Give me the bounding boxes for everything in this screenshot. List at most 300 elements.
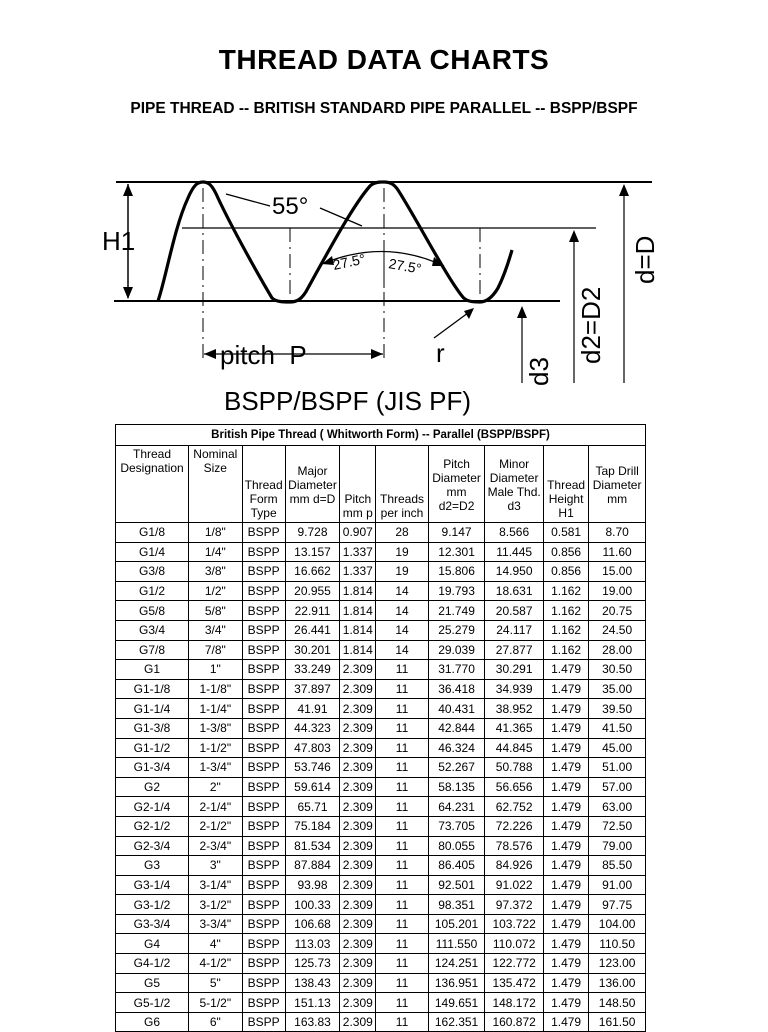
table-cell: 18.631 — [485, 581, 544, 601]
table-cell: 9.728 — [285, 523, 340, 543]
table-cell: 63.00 — [589, 797, 646, 817]
angle-total-label: 55° — [272, 193, 309, 220]
pitch-arrow-right — [371, 349, 383, 359]
table-cell: 1/4" — [189, 542, 243, 562]
table-cell: G4 — [116, 934, 189, 954]
table-cell: 20.75 — [589, 601, 646, 621]
page-title: THREAD DATA CHARTS — [218, 44, 550, 75]
table-cell: BSPP — [242, 542, 285, 562]
page-subtitle: PIPE THREAD -- BRITISH STANDARD PIPE PARALLEL -- BSPP/BSPF — [130, 100, 638, 117]
table-cell: 124.251 — [428, 954, 485, 974]
table-cell: 3-3/4" — [189, 914, 243, 934]
table-cell: 38.952 — [485, 699, 544, 719]
table-cell: G1 — [116, 660, 189, 680]
table-cell: 1.479 — [543, 758, 588, 778]
table-cell: 1.479 — [543, 973, 588, 993]
table-cell: 2.309 — [340, 914, 376, 934]
table-cell: 33.249 — [285, 660, 340, 680]
table-cell: 106.68 — [285, 914, 340, 934]
table-cell: 30.201 — [285, 640, 340, 660]
table-row — [116, 699, 646, 719]
table-cell: G3/4 — [116, 620, 189, 640]
table-cell: 1.479 — [543, 777, 588, 797]
table-cell: 28.00 — [589, 640, 646, 660]
table-cell: G2-1/4 — [116, 797, 189, 817]
table-cell: 110.072 — [485, 934, 544, 954]
table-cell: 40.431 — [428, 699, 485, 719]
table-cell: 2.309 — [340, 875, 376, 895]
table-cell: 1.814 — [340, 640, 376, 660]
table-caption: British Pipe Thread ( Whitworth Form) -- Parallel (BSPP/BSPF) — [116, 425, 646, 446]
table-cell: 2-3/4" — [189, 836, 243, 856]
table-cell: G5-1/2 — [116, 993, 189, 1013]
table-cell: BSPP — [242, 1012, 285, 1032]
table-cell: 15.00 — [589, 562, 646, 582]
angle-right-label: 27.5° — [387, 255, 423, 277]
table-cell: 105.201 — [428, 914, 485, 934]
table-cell: 1" — [189, 660, 243, 680]
table-cell: 19 — [376, 542, 428, 562]
table-cell: 8.70 — [589, 523, 646, 543]
table-cell: 41.91 — [285, 699, 340, 719]
table-cell: 1.814 — [340, 620, 376, 640]
table-cell: 64.231 — [428, 797, 485, 817]
table-cell: 1/8" — [189, 523, 243, 543]
table-cell: G1-3/8 — [116, 718, 189, 738]
table-cell: BSPP — [242, 738, 285, 758]
table-cell: 1.814 — [340, 581, 376, 601]
table-row — [116, 993, 646, 1013]
table-cell: 4-1/2" — [189, 954, 243, 974]
table-cell: 2.309 — [340, 856, 376, 876]
table-cell: 53.746 — [285, 758, 340, 778]
table-cell: 25.279 — [428, 620, 485, 640]
table-row — [116, 718, 646, 738]
table-cell: 163.83 — [285, 1012, 340, 1032]
table-cell: 97.372 — [485, 895, 544, 915]
table-cell: BSPP — [242, 973, 285, 993]
table-cell: 62.752 — [485, 797, 544, 817]
table-cell: 44.845 — [485, 738, 544, 758]
table-cell: BSPP — [242, 581, 285, 601]
table-cell: 14 — [376, 601, 428, 621]
table-cell: 35.00 — [589, 679, 646, 699]
table-cell: 20.587 — [485, 601, 544, 621]
table-cell: 2.309 — [340, 895, 376, 915]
table-cell: 161.50 — [589, 1012, 646, 1032]
table-cell: 57.00 — [589, 777, 646, 797]
table-cell: 1.162 — [543, 620, 588, 640]
table-cell: BSPP — [242, 620, 285, 640]
table-cell: 2.309 — [340, 954, 376, 974]
table-cell: BSPP — [242, 699, 285, 719]
table-cell: 1-1/8" — [189, 679, 243, 699]
table-row — [116, 1012, 646, 1032]
table-cell: 11 — [376, 718, 428, 738]
table-cell: BSPP — [242, 895, 285, 915]
table-cell: 47.803 — [285, 738, 340, 758]
column-header: Tap Drill Diameter mm — [589, 446, 646, 523]
table-cell: 148.50 — [589, 993, 646, 1013]
table-cell: 1/2" — [189, 581, 243, 601]
table-cell: 136.951 — [428, 973, 485, 993]
table-cell: 136.00 — [589, 973, 646, 993]
table-cell: BSPP — [242, 856, 285, 876]
table-cell: G1-1/4 — [116, 699, 189, 719]
table-cell: 2.309 — [340, 758, 376, 778]
d-label: d=D — [630, 235, 660, 284]
table-cell: 91.022 — [485, 875, 544, 895]
table-cell: 1.479 — [543, 934, 588, 954]
table-row — [116, 797, 646, 817]
table-cell: 59.614 — [285, 777, 340, 797]
column-header: Nominal Size — [189, 446, 243, 523]
table-cell: BSPP — [242, 934, 285, 954]
table-cell: 5-1/2" — [189, 993, 243, 1013]
table-cell: 1.479 — [543, 993, 588, 1013]
h1-arrow-bottom — [123, 287, 133, 299]
table-cell: BSPP — [242, 601, 285, 621]
angle-leader-left — [226, 194, 270, 206]
table-cell: 2.309 — [340, 934, 376, 954]
table-row — [116, 954, 646, 974]
table-cell: 1.479 — [543, 954, 588, 974]
table-cell: 73.705 — [428, 816, 485, 836]
table-cell: 21.749 — [428, 601, 485, 621]
table-cell: 91.00 — [589, 875, 646, 895]
angle-left-label: 27.5° — [331, 250, 367, 273]
h1-label: H1 — [102, 226, 136, 256]
table-cell: 24.117 — [485, 620, 544, 640]
table-cell: 11 — [376, 1012, 428, 1032]
table-cell: 26.441 — [285, 620, 340, 640]
table-cell: 8.566 — [485, 523, 544, 543]
table-cell: G1-3/4 — [116, 758, 189, 778]
table-cell: 1.479 — [543, 797, 588, 817]
table-cell: 1-1/2" — [189, 738, 243, 758]
table-row — [116, 620, 646, 640]
table-cell: 111.550 — [428, 934, 485, 954]
table-cell: 11 — [376, 777, 428, 797]
table-cell: 93.98 — [285, 875, 340, 895]
table-cell: 16.662 — [285, 562, 340, 582]
column-header: Minor Diameter Male Thd. d3 — [485, 446, 544, 523]
table-cell: G3-1/4 — [116, 875, 189, 895]
table-cell: 113.03 — [285, 934, 340, 954]
h1-arrow-top — [123, 184, 133, 196]
table-cell: 151.13 — [285, 993, 340, 1013]
table-cell: 44.323 — [285, 718, 340, 738]
table-cell: 11 — [376, 875, 428, 895]
table-cell: G2-3/4 — [116, 836, 189, 856]
table-cell: 103.722 — [485, 914, 544, 934]
table-cell: 3-1/2" — [189, 895, 243, 915]
table-cell: 27.877 — [485, 640, 544, 660]
table-row — [116, 816, 646, 836]
table-cell: G3-1/2 — [116, 895, 189, 915]
table-cell: 80.055 — [428, 836, 485, 856]
table-cell: 51.00 — [589, 758, 646, 778]
table-cell: 11 — [376, 836, 428, 856]
table-cell: 14.950 — [485, 562, 544, 582]
table-cell: 85.50 — [589, 856, 646, 876]
table-cell: 11.445 — [485, 542, 544, 562]
table-row — [116, 895, 646, 915]
table-cell: 11 — [376, 679, 428, 699]
table-cell: 2.309 — [340, 993, 376, 1013]
table-cell: G3/8 — [116, 562, 189, 582]
table-cell: BSPP — [242, 993, 285, 1013]
table-cell: 3/8" — [189, 562, 243, 582]
table-row — [116, 777, 646, 797]
column-header: Thread Form Type — [242, 446, 285, 523]
table-cell: 2.309 — [340, 777, 376, 797]
table-cell: 11 — [376, 660, 428, 680]
table-cell: G5 — [116, 973, 189, 993]
table-cell: 138.43 — [285, 973, 340, 993]
table-cell: 5/8" — [189, 601, 243, 621]
table-cell: 0.856 — [543, 542, 588, 562]
table-row — [116, 640, 646, 660]
table-cell: 84.926 — [485, 856, 544, 876]
table-cell: 11 — [376, 993, 428, 1013]
table-cell: 1.479 — [543, 660, 588, 680]
table-cell: 22.911 — [285, 601, 340, 621]
table-cell: 11 — [376, 758, 428, 778]
table-cell: G1/8 — [116, 523, 189, 543]
table-cell: 2-1/4" — [189, 797, 243, 817]
table-cell: 2.309 — [340, 718, 376, 738]
table-row — [116, 758, 646, 778]
table-cell: 1.162 — [543, 601, 588, 621]
table-cell: 4" — [189, 934, 243, 954]
table-cell: BSPP — [242, 660, 285, 680]
table-cell: 72.226 — [485, 816, 544, 836]
table-cell: 11 — [376, 954, 428, 974]
pitch-label: pitch P — [220, 340, 307, 370]
table-cell: 92.501 — [428, 875, 485, 895]
table-cell: 37.897 — [285, 679, 340, 699]
table-cell: 2.309 — [340, 797, 376, 817]
table-cell: 45.00 — [589, 738, 646, 758]
table-cell: 0.856 — [543, 562, 588, 582]
table-row — [116, 973, 646, 993]
table-cell: 50.788 — [485, 758, 544, 778]
table-cell: 1-3/8" — [189, 718, 243, 738]
table-row — [116, 738, 646, 758]
table-cell: 11 — [376, 856, 428, 876]
table-cell: 79.00 — [589, 836, 646, 856]
table-cell: 1.479 — [543, 856, 588, 876]
table-row — [116, 562, 646, 582]
d-arrow — [619, 184, 629, 196]
bspp-thread-table — [115, 424, 646, 1032]
table-cell: 42.844 — [428, 718, 485, 738]
table-cell: 31.770 — [428, 660, 485, 680]
table-cell: 122.772 — [485, 954, 544, 974]
table-cell: 39.50 — [589, 699, 646, 719]
table-row — [116, 660, 646, 680]
table-cell: 2-1/2" — [189, 816, 243, 836]
table-cell: BSPP — [242, 836, 285, 856]
table-cell: 1.162 — [543, 640, 588, 660]
table-cell: 36.418 — [428, 679, 485, 699]
table-cell: 14 — [376, 640, 428, 660]
radius-label: r — [436, 338, 445, 368]
table-cell: BSPP — [242, 562, 285, 582]
table-cell: 2.309 — [340, 679, 376, 699]
table-cell: 1.337 — [340, 542, 376, 562]
table-cell: 78.576 — [485, 836, 544, 856]
table-cell: G4-1/2 — [116, 954, 189, 974]
table-cell: 1.479 — [543, 816, 588, 836]
table-row — [116, 601, 646, 621]
table-row — [116, 523, 646, 543]
table-cell: 3" — [189, 856, 243, 876]
diagram-caption: BSPP/BSPF (JIS PF) — [224, 386, 472, 416]
table-row — [116, 836, 646, 856]
d3-label: d3 — [524, 357, 554, 386]
table-cell: 15.806 — [428, 562, 485, 582]
table-cell: 2.309 — [340, 973, 376, 993]
table-cell: 41.50 — [589, 718, 646, 738]
table-cell: G1/4 — [116, 542, 189, 562]
table-cell: 1.479 — [543, 875, 588, 895]
d2-label: d2=D2 — [576, 286, 606, 364]
table-cell: 75.184 — [285, 816, 340, 836]
column-header: Thread Designation — [116, 446, 189, 523]
table-cell: 11 — [376, 797, 428, 817]
table-cell: 125.73 — [285, 954, 340, 974]
table-cell: 7/8" — [189, 640, 243, 660]
table-cell: 12.301 — [428, 542, 485, 562]
table-cell: 11 — [376, 973, 428, 993]
table-cell: 162.351 — [428, 1012, 485, 1032]
table-cell: 11 — [376, 895, 428, 915]
table-cell: 1.479 — [543, 836, 588, 856]
table-cell: 13.157 — [285, 542, 340, 562]
table-cell: 52.267 — [428, 758, 485, 778]
angle-leader-right — [320, 208, 362, 226]
table-cell: BSPP — [242, 875, 285, 895]
table-cell: 149.651 — [428, 993, 485, 1013]
table-cell: 9.147 — [428, 523, 485, 543]
table-cell: 0.581 — [543, 523, 588, 543]
thread-profile — [158, 182, 512, 302]
pitch-arrow-left — [204, 349, 216, 359]
table-cell: 2.309 — [340, 816, 376, 836]
table-cell: G2 — [116, 777, 189, 797]
table-cell: 46.324 — [428, 738, 485, 758]
table-cell: 135.472 — [485, 973, 544, 993]
table-cell: 20.955 — [285, 581, 340, 601]
table-cell: 98.351 — [428, 895, 485, 915]
table-cell: G3-3/4 — [116, 914, 189, 934]
table-cell: 1-3/4" — [189, 758, 243, 778]
table-row — [116, 875, 646, 895]
table-cell: 3-1/4" — [189, 875, 243, 895]
table-row — [116, 934, 646, 954]
table-cell: 1.814 — [340, 601, 376, 621]
thread-profile-diagram — [100, 168, 670, 418]
column-header: Thread Height H1 — [543, 446, 588, 523]
table-cell: 11 — [376, 816, 428, 836]
table-cell: 24.50 — [589, 620, 646, 640]
table-cell: 1.479 — [543, 895, 588, 915]
table-cell: 1-1/4" — [189, 699, 243, 719]
table-cell: 11 — [376, 934, 428, 954]
table-cell: BSPP — [242, 679, 285, 699]
table-cell: 65.71 — [285, 797, 340, 817]
table-cell: 87.884 — [285, 856, 340, 876]
table-cell: 30.291 — [485, 660, 544, 680]
table-cell: 2.309 — [340, 836, 376, 856]
table-row — [116, 856, 646, 876]
table-cell: 1.162 — [543, 581, 588, 601]
table-cell: 2.309 — [340, 660, 376, 680]
table-cell: 11 — [376, 699, 428, 719]
table-cell: 41.365 — [485, 718, 544, 738]
table-cell: 30.50 — [589, 660, 646, 680]
table-cell: BSPP — [242, 718, 285, 738]
table-cell: 34.939 — [485, 679, 544, 699]
table-cell: 86.405 — [428, 856, 485, 876]
table-cell: G7/8 — [116, 640, 189, 660]
table-cell: 97.75 — [589, 895, 646, 915]
d2-arrow — [569, 230, 579, 242]
table-cell: 1.479 — [543, 699, 588, 719]
table-cell: BSPP — [242, 914, 285, 934]
table-cell: 11 — [376, 738, 428, 758]
table-cell: 5" — [189, 973, 243, 993]
table-cell: G1/2 — [116, 581, 189, 601]
table-cell: 100.33 — [285, 895, 340, 915]
table-cell: 19.00 — [589, 581, 646, 601]
table-cell: G3 — [116, 856, 189, 876]
table-cell: 2" — [189, 777, 243, 797]
table-cell: BSPP — [242, 797, 285, 817]
table-cell: 0.907 — [340, 523, 376, 543]
radius-arrow — [464, 308, 474, 319]
table-cell: G5/8 — [116, 601, 189, 621]
table-cell: G1-1/2 — [116, 738, 189, 758]
table-cell: 1.479 — [543, 718, 588, 738]
table-cell: 81.534 — [285, 836, 340, 856]
table-cell: 11 — [376, 914, 428, 934]
table-cell: 19 — [376, 562, 428, 582]
table-cell: 14 — [376, 620, 428, 640]
table-row — [116, 581, 646, 601]
table-cell: 28 — [376, 523, 428, 543]
table-cell: 123.00 — [589, 954, 646, 974]
table-cell: 104.00 — [589, 914, 646, 934]
table-cell: 1.337 — [340, 562, 376, 582]
table-cell: 58.135 — [428, 777, 485, 797]
table-cell: 3/4" — [189, 620, 243, 640]
d3-arrow — [517, 306, 527, 318]
table-cell: 72.50 — [589, 816, 646, 836]
table-row — [116, 542, 646, 562]
column-header: Pitch Diameter mm d2=D2 — [428, 446, 485, 523]
table-cell: 2.309 — [340, 1012, 376, 1032]
table-cell: 1.479 — [543, 738, 588, 758]
table-cell: G2-1/2 — [116, 816, 189, 836]
table-cell: BSPP — [242, 816, 285, 836]
column-header: Threads per inch — [376, 446, 428, 523]
table-cell: G6 — [116, 1012, 189, 1032]
table-row — [116, 914, 646, 934]
column-header: Pitch mm p — [340, 446, 376, 523]
